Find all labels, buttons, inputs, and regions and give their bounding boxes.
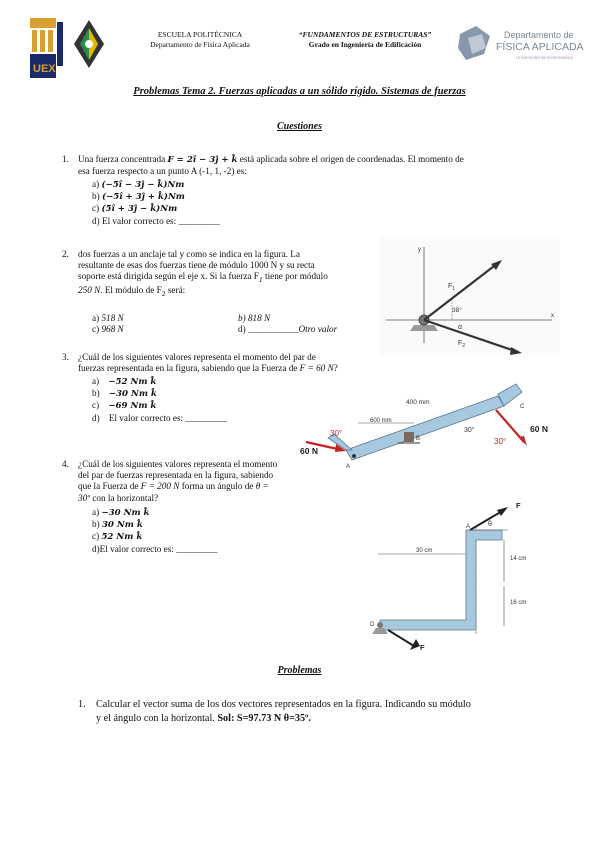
q3-fig-force-left: 60 N [300,446,318,456]
q4-line3-it: F = 200 N [140,481,180,492]
q2-fig-f1-sub: 1 [452,286,456,292]
q2-fig-f2: F [458,340,463,347]
q2-fig-alpha: α [458,324,463,331]
q3-option-c: −69 Nm k̂ [108,401,157,412]
q4-option-a: −30 Nm k̂ [101,508,150,518]
q2-line4-it: 250 N [78,285,101,296]
course-name: “FUNDAMENTOS DE ESTRUCTURAS” [298,30,432,39]
department-emblem [72,18,106,70]
q2-line4-b: será: [165,285,186,296]
logo-right-line3: Universidad de Extremadura [516,55,574,60]
q4-option-c-label: c) [92,531,100,542]
q2-line4: . El módulo de F [100,285,162,296]
q2-option-c-label: c) [92,324,100,334]
q4-fig-theta: θ [488,521,492,528]
q2-anchor [410,325,438,331]
p1-line1: Calcular el vector suma de los dos vectores representados en la figura. Indicando su módulo [96,699,471,710]
q1-option-d-label: d) [92,215,100,226]
question-1 [62,154,542,177]
p1-number: 1. [78,699,86,710]
q3-fig-d600: 600 mm [370,418,392,424]
page-title: Problemas Tema 2. Fuerzas aplicadas a un sólido rígido. Sistemas de fuerzas [133,86,466,97]
q4-options [92,507,218,555]
q3-fig-label-c: C [520,404,525,410]
q1-number: 1. [62,154,69,164]
q4-option-a-label: a) [92,507,100,517]
q1-option-d: El valor correcto es: _________ [101,215,220,226]
uex-logo-text: UEX [33,63,56,75]
q2-figure [380,237,560,355]
q3-fig-angle-c: 30° [494,437,507,446]
q4-option-d-label: d) [92,543,100,554]
q1-options [92,179,220,227]
question-3 [62,352,402,374]
p1-solution: Sol: S=97.73 N θ=35º. [217,713,311,724]
q1-formula: F = 2î − 3ĵ + k̂ [167,155,238,165]
q4-line4: con la horizontal? [90,492,159,503]
q2-fig-angle: 38° [452,307,462,314]
q2-line1: dos fuerzas a un anclaje tal y como se indica en la figura. La [78,249,300,259]
q2-fig-f2-sub: 2 [462,343,466,349]
q4-force-top [470,510,504,530]
q1-text-b: está aplicada sobre el origen de coordenadas. El momento de [239,154,464,164]
q2-option-b-label: b) [238,313,246,323]
q2-line3: soporte está dirigida según el eje x. Si la fuerza F [78,271,259,282]
q4-line3-theta: θ = [255,481,269,492]
uex-logo [30,18,64,78]
q2-option-a: 518 N [101,313,124,323]
q2-fig-x-label: x [551,313,554,319]
q1-text-a: Una fuerza concentrada [78,154,166,164]
q4-fig-f-top: F [516,501,521,510]
question-2 [62,249,380,299]
q4-line4-it: 30º [78,492,91,503]
q3-option-d: El valor correcto es: _________ [108,412,227,423]
q4-fig-d30: 30 cm [416,548,433,554]
q4-option-b-label: b) [92,519,100,530]
q2-fig-y-label: y [418,247,421,253]
q3-fig-d400: 400 mm [406,399,430,406]
q3-fig-angle-a: 30° [330,429,343,438]
q3-line2-a: fuerzas representada en la figura, sabiendo que la Fuerza de [78,363,300,374]
q3-number: 3. [62,352,69,362]
q2-option-d: ___________Otro valor [247,324,338,334]
q1-option-a: (−5î − 3ĵ − k̂)Nm [101,180,185,190]
fisica-aplicada-logo [456,24,586,72]
q2-line2: resultante de esas dos fuerzas tiene de módulo 1000 N y su recta [78,260,315,271]
q3-option-c-label: c) [92,400,100,411]
q3-support [404,432,414,442]
q4-figure [366,496,562,654]
q4-option-b: 30 Nm k̂ [101,520,143,531]
q3-option-b: −30 Nm k̂ [108,389,157,400]
q2-line3-sub: 1 [258,275,263,285]
q4-option-d: El valor correcto es: _________ [99,543,218,554]
q3-options [92,376,227,424]
q2-option-c: 968 N [101,324,124,334]
q4-line3-b: forma un ángulo de [179,481,256,492]
logo-right-line1: Departamento de [504,30,574,40]
q1-option-a-label: a) [92,179,100,189]
q1-option-b: (−5î + 3ĵ + k̂)Nm [101,192,185,203]
q3-line2-it: F = 60 N [299,363,334,374]
problemas-heading: Problemas [277,665,322,676]
q2-line3-b: tiene por módulo [262,271,328,282]
q3-fig-label-b: B [416,436,421,442]
q2-options [92,313,372,335]
q4-line2: del par de fuerzas representada en la figura, sabiendo [78,470,274,481]
logo-right-line2: FÍSICA APLICADA [496,41,584,53]
cuestiones-heading: Cuestiones [276,121,322,132]
q3-line2-b: ? [333,363,338,374]
q1-option-b-label: b) [92,191,100,202]
q2-option-a-label: a) [92,313,100,323]
q3-option-d-label: d) [92,412,100,423]
q3-fig-angle-b: 30° [464,427,475,434]
q1-line2: esa fuerza respecto a un punto A (-1, 1, -2) es: [78,166,247,177]
q4-force-bottom [388,630,414,646]
q1-option-c: (5î + 3ĵ − k̂)Nm [101,204,178,215]
degree-name: Grado en Ingeniería de Edificación [308,40,422,49]
q4-frame [380,530,502,630]
p1-line2: y el ángulo con la horizontal. [96,713,215,724]
q2-option-b: 818 N [247,313,271,323]
q4-fig-f-bottom: F [420,643,425,652]
q2-number: 2. [62,249,69,259]
q3-fig-label-a: A [346,464,351,470]
q4-fig-label-d: D [370,622,375,628]
q4-number: 4. [62,459,69,469]
q2-line4-sub: 2 [161,289,166,299]
q3-line1: ¿Cuál de los siguientes valores representa el momento del par de [78,352,316,362]
q4-line1: ¿Cuál de los siguientes valores representa el momento [78,459,278,469]
q3-fig-force-right: 60 N [530,424,548,434]
q3-option-a-label: a) [92,376,100,386]
q4-option-c: 52 Nm k̂ [101,532,143,543]
q3-option-a: −52 Nm k̂ [108,377,157,387]
q1-option-c-label: c) [92,203,100,214]
q2-fig-f1: F [448,283,453,290]
question-4 [62,459,352,504]
q4-line3-a: que la Fuerza de [78,481,141,492]
school-name: ESCUELA POLITÉCNICA [157,30,243,39]
department-name: Departamento de Física Aplicada [150,40,250,49]
q4-fig-label-a: A [466,524,471,530]
q4-fig-d14: 14 cm [510,556,527,562]
q3-option-b-label: b) [92,388,100,399]
q2-option-d-label: d) [238,324,246,334]
problem-1 [78,698,558,726]
q4-fig-d16: 16 cm [510,600,527,606]
